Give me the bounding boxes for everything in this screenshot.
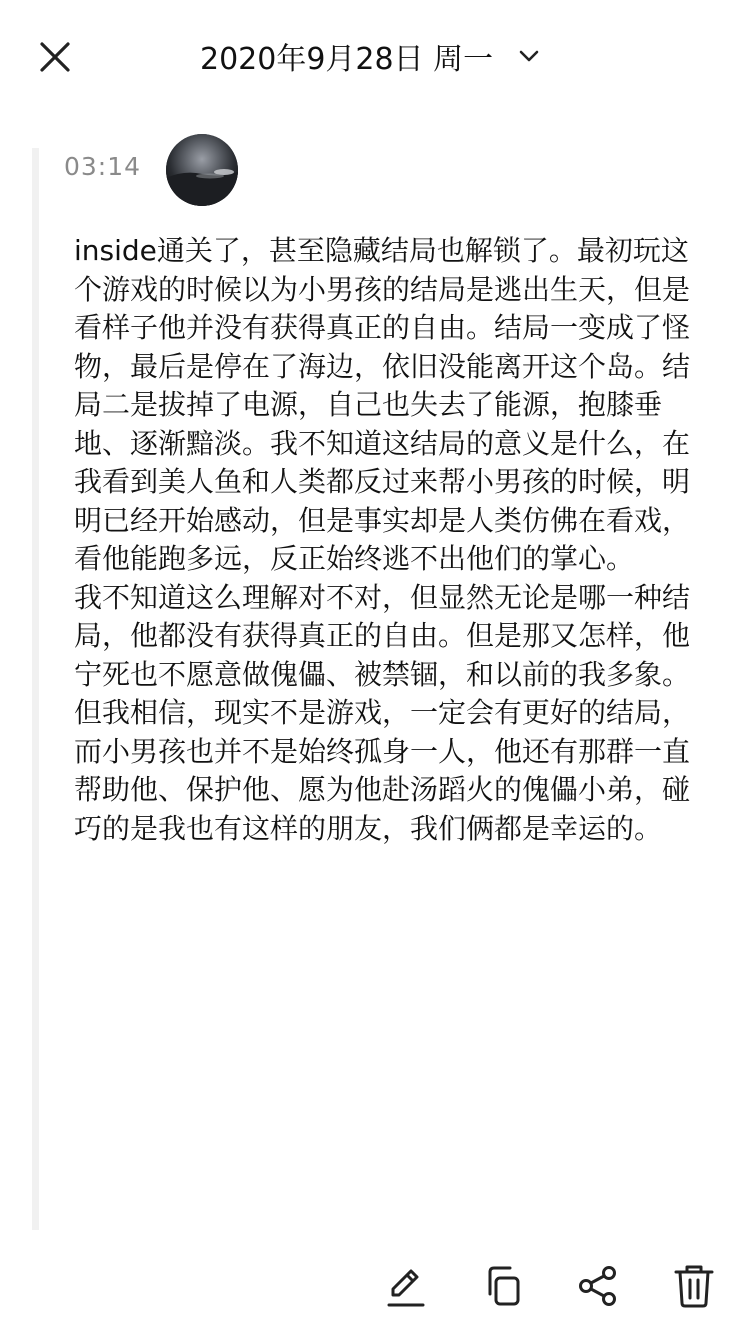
pencil-icon (383, 1263, 429, 1309)
avatar[interactable] (166, 134, 238, 206)
timeline-bar (32, 148, 39, 1230)
close-button[interactable] (34, 36, 76, 78)
close-icon (40, 42, 70, 72)
bottom-toolbar (0, 1246, 750, 1322)
share-button[interactable] (570, 1258, 626, 1314)
entry-body-text: inside通关了，甚至隐藏结局也解锁了。最初玩这个游戏的时候以为小男孩的结局是逃出生天，但是看样子他并没有获得真正的自由。结局一变成了怪物，最后是停在了海边，依旧没能离开这个岛。结局二是拔掉了电源，自己也失去了能源，抱膝垂地、逐渐黯淡。我不知道这结局的意义是什么，在我看到美人鱼和人类都反过来帮小男孩的时候，明明已经开始感动，但是事实却是人类仿佛在看戏，看他能跑多远，反正始终逃不出他们的掌心。 我不知道这么理解对不对，但显然无论是哪一种结局，他都没有获得真正的自由。但是那又怎样，他宁死也不愿意做傀儡、被禁锢，和以前的我多象。但我相信，现实不是游戏，一定会有更好的结局，而小男孩也并不是始终孤身一人，他还有那群一直帮助他、保护他、愿为他赴汤蹈火的傀儡小弟，碰巧的是我也有这样的朋友，我们俩都是幸运的。 (74, 234, 691, 845)
entry-time: 03:14 (64, 152, 142, 181)
date-title: 2020年9月28日 周一 (200, 42, 494, 77)
chevron-down-icon (517, 44, 541, 68)
header-bar (0, 0, 750, 112)
share-icon (576, 1264, 620, 1308)
copy-icon (480, 1264, 524, 1308)
copy-button[interactable] (474, 1258, 530, 1314)
trash-icon (672, 1263, 716, 1309)
date-selector[interactable] (200, 30, 541, 82)
edit-button[interactable] (378, 1258, 434, 1314)
delete-button[interactable] (666, 1258, 722, 1314)
